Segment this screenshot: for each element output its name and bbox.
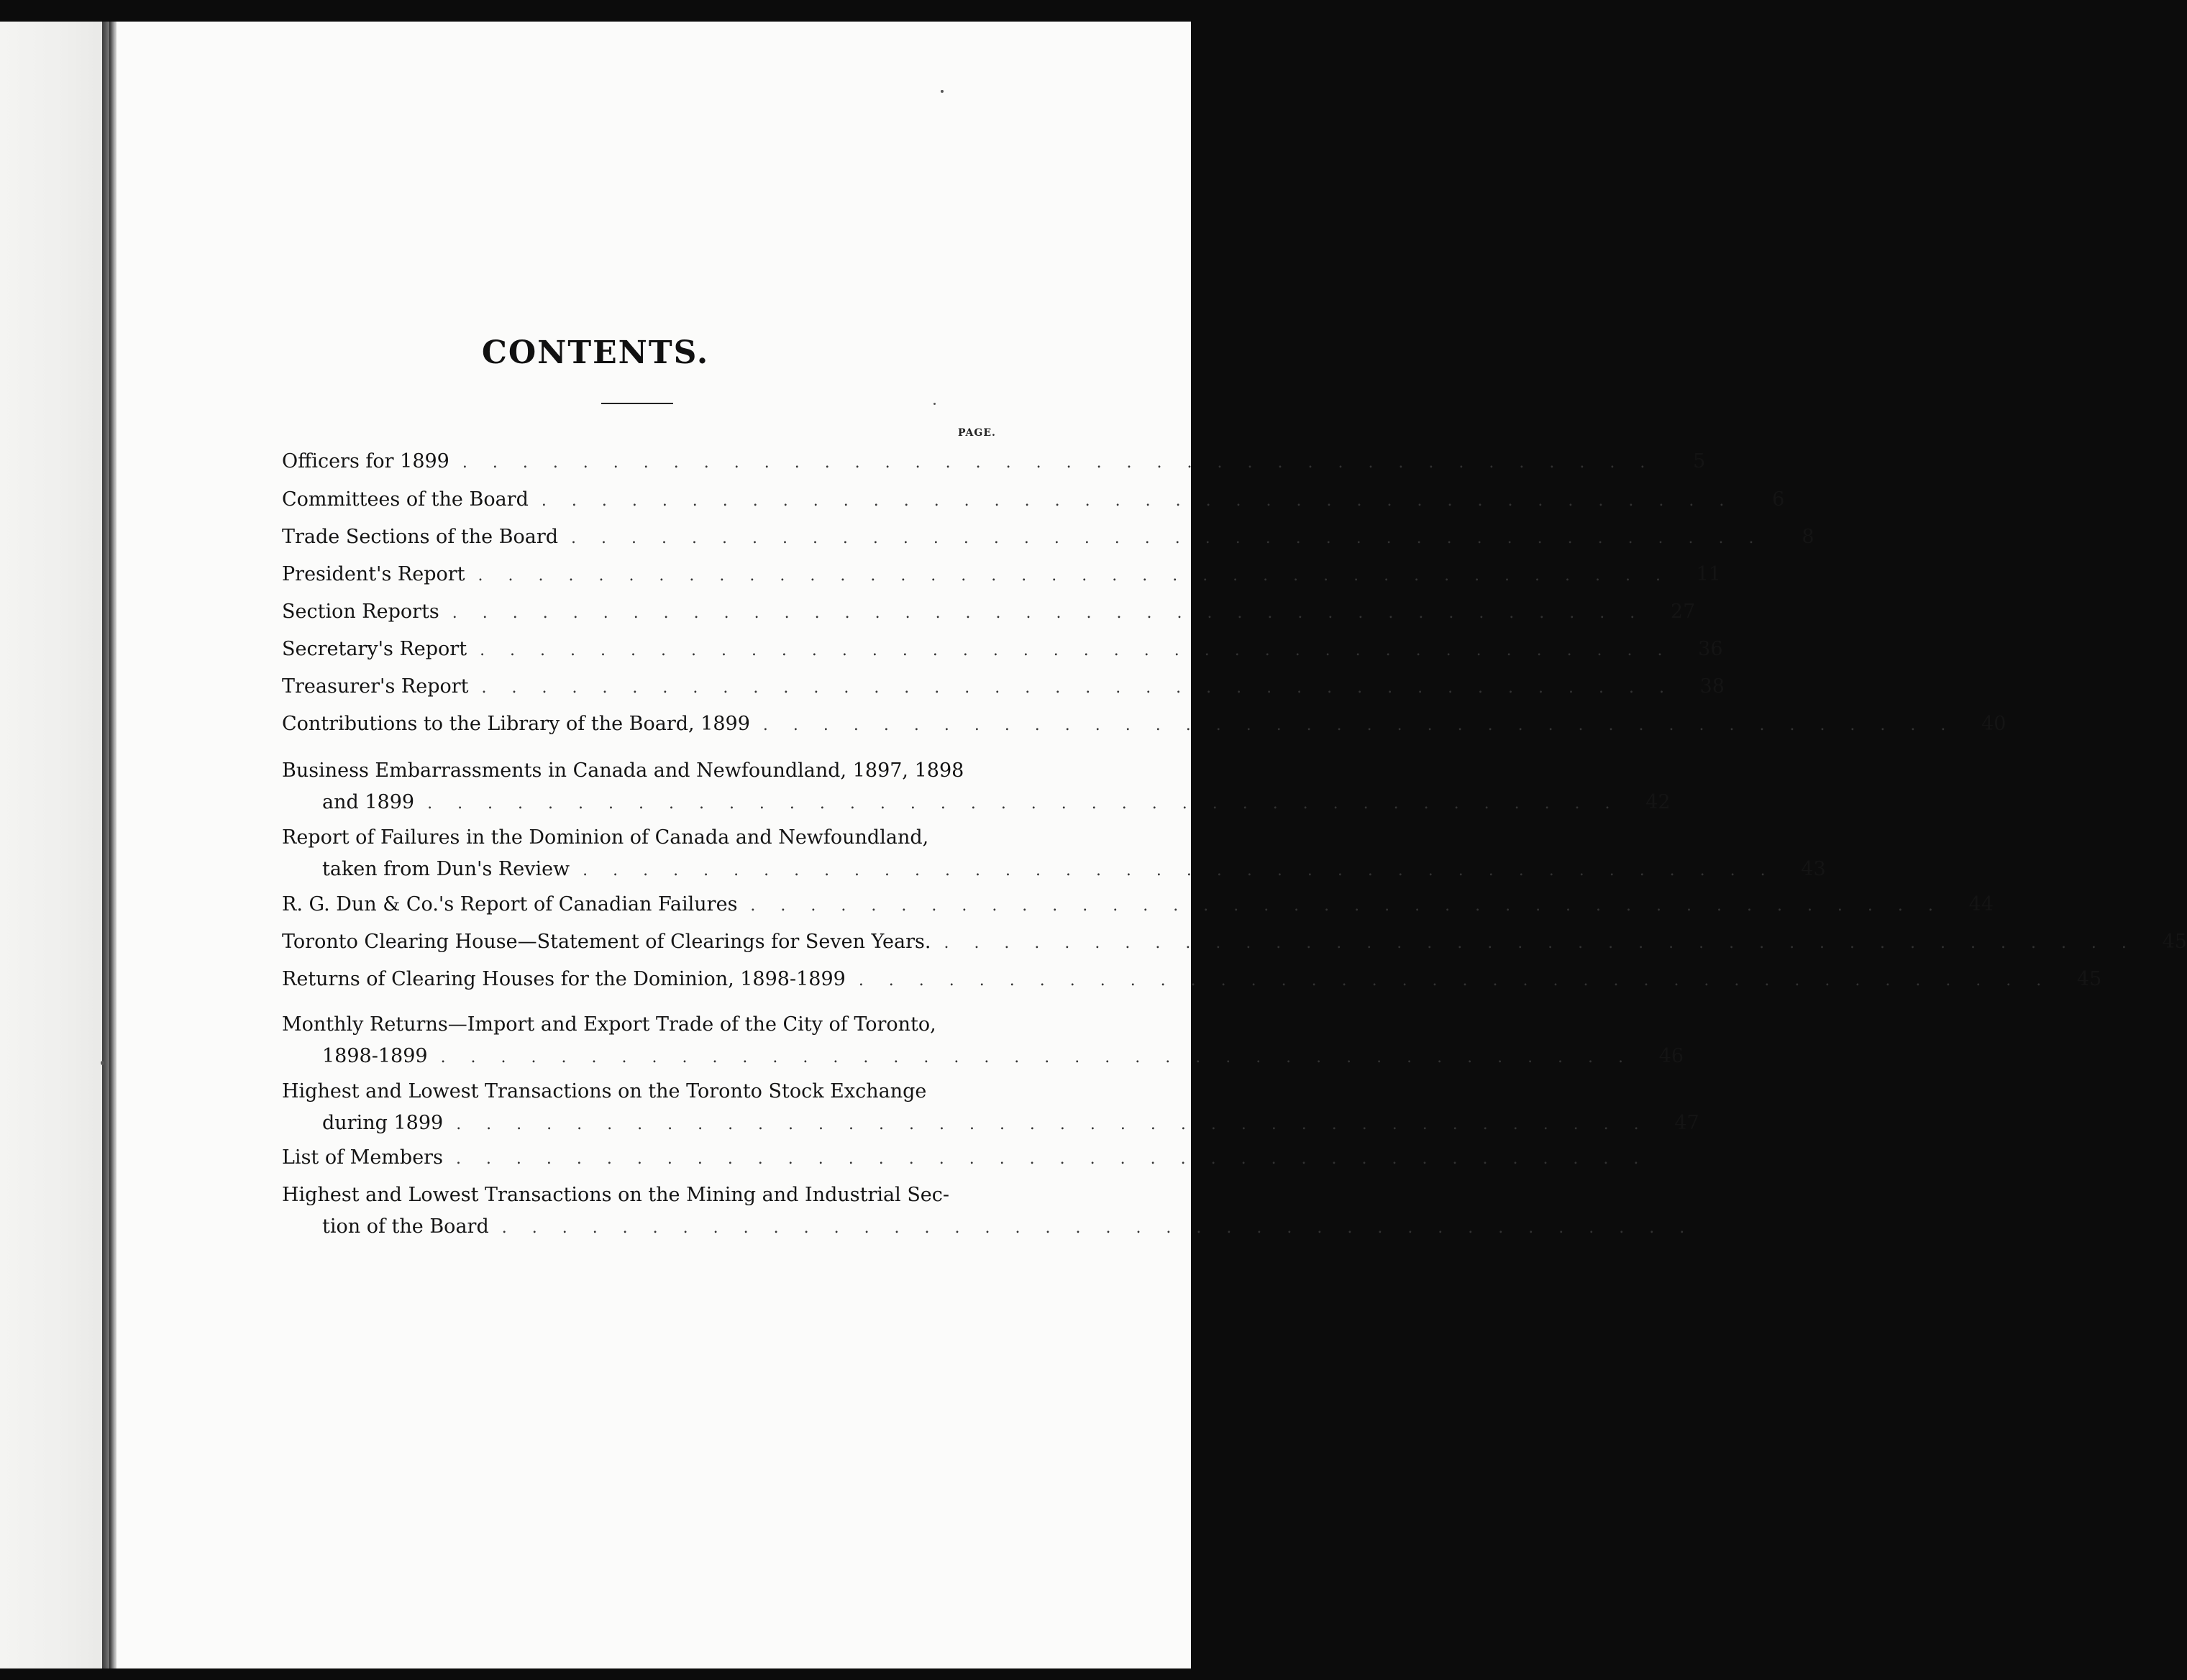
toc-entry-title: President's Report bbox=[282, 563, 465, 585]
dot-leader: . . . . . . . . . . . . . . . . . . . . . . . . . . . . . . . . . . . . . . . . bbox=[583, 862, 1776, 880]
dot-leader: . . . . . . . . . . . . . . . . . . . . . . . . . . . . . . . . . . . . . . . . bbox=[541, 492, 1735, 510]
toc-page-number: 6 bbox=[1772, 488, 1785, 511]
toc-page-number: 11 bbox=[1696, 563, 1721, 585]
toc-entry bbox=[282, 964, 2102, 995]
toc-entry bbox=[282, 708, 2006, 740]
toc-page-number: 36 bbox=[1698, 638, 1723, 660]
dot-leader: . . . . . . . . . . . . . . . . . . . . . . . . . . . . . . . . . . . . . . . . bbox=[455, 1150, 1649, 1168]
toc-entry-title: List of Members bbox=[282, 1146, 443, 1169]
toc-page-number: 45 bbox=[2162, 931, 2187, 953]
dot-leader: . . . . . . . . . . . . . . . . . . . . . . . . . . . . . . . . . . . . . . . . bbox=[478, 567, 1671, 585]
toc-entry-line bbox=[282, 964, 2102, 995]
toc-entry bbox=[282, 484, 1785, 516]
toc-entry-line bbox=[282, 1041, 1684, 1072]
toc-entry-title: Contributions to the Library of the Board, 1899 bbox=[282, 713, 750, 735]
toc-entry bbox=[282, 822, 1826, 885]
toc-entry bbox=[282, 1009, 1684, 1072]
toc-entry-line bbox=[282, 787, 1671, 818]
toc-entry bbox=[282, 634, 1723, 665]
toc-entry bbox=[282, 596, 1696, 628]
dot-leader: . . . . . . . . . . . . . . . . . . . . . . . . . . . . . . . . . . . . . . . . bbox=[750, 897, 1943, 915]
toc-entry-title: Returns of Clearing Houses for the Dominion, 1898-1899 bbox=[282, 968, 846, 990]
toc-page-number: 43 bbox=[1801, 858, 1826, 880]
toc-entry bbox=[282, 1179, 1695, 1243]
toc-entry-title: Section Reports bbox=[282, 601, 439, 623]
toc-entry-line bbox=[282, 755, 1001, 787]
toc-entry-title: Committees of the Board bbox=[282, 488, 529, 511]
toc-page-number: 8 bbox=[1802, 526, 1814, 548]
dot-leader: . . . . . . . . . . . . . . . . . . . . . . . . . . . . . . . . . . . . . . . . bbox=[762, 716, 1956, 734]
toc-page-number: 45 bbox=[2076, 968, 2102, 990]
toc-page-number: 27 bbox=[1670, 601, 1696, 623]
toc-entry bbox=[282, 926, 2187, 958]
toc-entry-line bbox=[282, 822, 1001, 854]
toc-page-number: 46 bbox=[1658, 1045, 1684, 1067]
toc-entry-line bbox=[282, 484, 1785, 516]
toc-page-number: 44 bbox=[1968, 893, 1994, 916]
dot-leader: . . . . . . . . . . . . . . . . . . . . . . . . . . . . . . . . . . . . . . . . bbox=[456, 1115, 1649, 1133]
toc-entry-line bbox=[282, 1179, 1001, 1211]
dot-leader: . . . . . . . . . . . . . . . . . . . . . . . . . . . . . . . . . . . . . . . . bbox=[481, 679, 1674, 697]
dot-leader: . . . . . . . . . . . . . . . . . . . . . . . . . . . . . . . . . . . . . . . . bbox=[858, 972, 2052, 990]
dot-leader: . . . . . . . . . . . . . . . . . . . . . . . . . . . . . . . . . . . . . . . . bbox=[944, 934, 2137, 952]
page-title: CONTENTS. bbox=[481, 334, 710, 371]
toc-entry bbox=[282, 521, 1814, 553]
dot-leader: . . . . . . . . . . . . . . . . . . . . . . . . . . . . . . . . . . . . . . . . bbox=[571, 529, 1764, 547]
dot-leader: . . . . . . . . . . . . . . . . . . . . . . . . . . . . . . . . . . . . . . . . bbox=[501, 1219, 1695, 1237]
toc-entry-line bbox=[282, 1009, 1001, 1041]
toc-entry-line bbox=[282, 671, 1725, 703]
toc-entry-line bbox=[282, 596, 1696, 628]
toc-entry bbox=[282, 671, 1725, 703]
toc-entry-line bbox=[282, 1142, 1649, 1174]
toc-page-number: 42 bbox=[1645, 791, 1671, 813]
toc-entry-line bbox=[282, 926, 2187, 958]
toc-entry bbox=[282, 1076, 1699, 1139]
page-column-label: PAGE. bbox=[958, 427, 996, 439]
toc-page-number: 38 bbox=[1699, 675, 1725, 698]
toc-entry-title: 1898-1899 bbox=[322, 1045, 428, 1067]
toc-entry bbox=[282, 755, 1671, 818]
dot-leader: . . . . . . . . . . . . . . . . . . . . . . . . . . . . . . . . . . . . . . . . bbox=[427, 795, 1620, 813]
toc-entry-title: Toronto Clearing House—Statement of Clearings for Seven Years. bbox=[282, 931, 931, 953]
toc-entry-title: Officers for 1899 bbox=[282, 450, 449, 472]
toc-entry-title: Treasurer's Report bbox=[282, 675, 469, 698]
toc-entry-title: Trade Sections of the Board bbox=[282, 526, 559, 548]
toc-entry-title: during 1899 bbox=[322, 1112, 444, 1134]
toc-entry-line bbox=[282, 634, 1723, 665]
toc-entry-line bbox=[282, 1076, 1001, 1108]
toc-entry-line bbox=[282, 854, 1826, 885]
toc-entry-line bbox=[282, 708, 2006, 740]
toc-entry-line bbox=[282, 1108, 1699, 1139]
toc-entry bbox=[282, 559, 1721, 590]
toc-entry-line bbox=[282, 1211, 1695, 1243]
toc-entry bbox=[282, 889, 1994, 921]
toc-entry-line bbox=[282, 559, 1721, 590]
toc-page-number: 40 bbox=[1981, 713, 2006, 735]
toc-entry bbox=[282, 446, 1706, 478]
toc-entry-title: Report of Failures in the Dominion of Canada and Newfoundland, bbox=[282, 826, 929, 849]
toc-entry-line bbox=[282, 521, 1814, 553]
toc-page-number: 47 bbox=[1674, 1112, 1699, 1134]
dot-leader: . . . . . . . . . . . . . . . . . . . . . . . . . . . . . . . . . . . . . . . . bbox=[440, 1049, 1634, 1067]
toc-entry-title: and 1899 bbox=[322, 791, 415, 813]
toc-entry-title: Secretary's Report bbox=[282, 638, 467, 660]
dot-leader: . . . . . . . . . . . . . . . . . . . . . . . . . . . . . . . . . . . . . . . . bbox=[480, 642, 1673, 659]
toc-entry-line bbox=[282, 446, 1706, 478]
toc-entry-title: taken from Dun's Review bbox=[322, 858, 570, 880]
toc-entry bbox=[282, 1142, 1649, 1174]
toc-entry-title: Highest and Lowest Transactions on the Mining and Industrial Sec- bbox=[282, 1184, 950, 1206]
toc-entry-title: R. G. Dun & Co.'s Report of Canadian Failures bbox=[282, 893, 738, 916]
toc-entry-title: Business Embarrassments in Canada and Newfoundland, 1897, 1898 bbox=[282, 759, 964, 782]
toc-entry-title: Highest and Lowest Transactions on the Toronto Stock Exchange bbox=[282, 1080, 927, 1102]
toc-entry-line bbox=[282, 889, 1994, 921]
toc-entry-title: tion of the Board bbox=[322, 1215, 489, 1238]
toc-page-number: 5 bbox=[1693, 450, 1706, 472]
toc-entry-title: Monthly Returns—Import and Export Trade of the City of Toronto, bbox=[282, 1013, 936, 1036]
dot-leader: . . . . . . . . . . . . . . . . . . . . . . . . . . . . . . . . . . . . . . . . bbox=[452, 604, 1645, 622]
dot-leader: . . . . . . . . . . . . . . . . . . . . . . . . . . . . . . . . . . . . . . . . bbox=[462, 454, 1656, 472]
